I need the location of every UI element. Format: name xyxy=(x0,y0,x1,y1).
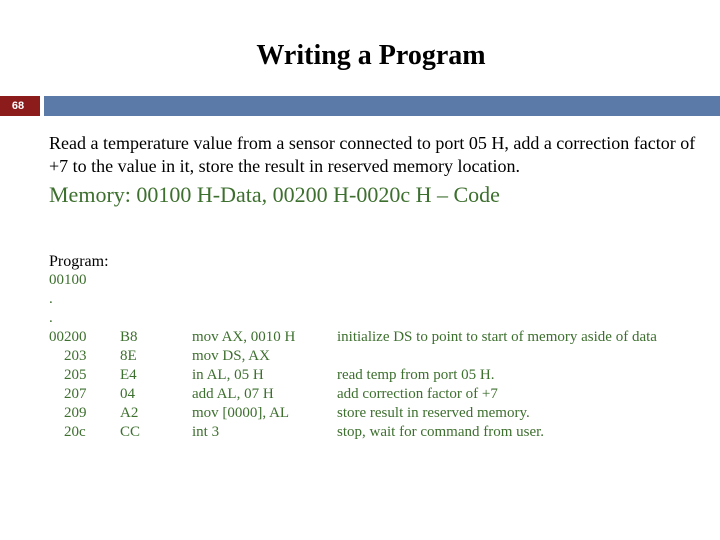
opcode-cell: 04 xyxy=(120,386,135,402)
comment-cell: store result in reserved memory. xyxy=(337,405,530,421)
slide-number: 68 xyxy=(11,100,25,112)
opcode-cell: E4 xyxy=(120,367,137,383)
address-cell: 209 xyxy=(64,405,87,421)
address-cell: 207 xyxy=(64,386,87,402)
instruction-cell: in AL, 05 H xyxy=(192,367,264,383)
program-heading: Program: xyxy=(49,253,109,270)
data-address: 00100 xyxy=(49,272,87,288)
opcode-cell: 8E xyxy=(120,348,137,364)
slide-title: Writing a Program xyxy=(256,40,486,71)
comment-cell xyxy=(337,347,657,366)
opcode-cell: CC xyxy=(120,424,141,440)
opcode-cell: A2 xyxy=(120,405,139,421)
memory-map-text: Memory: 00100 H-Data, 00200 H-0020c H – Code xyxy=(49,182,500,207)
address-cell: 00200 xyxy=(49,329,87,345)
program-listing xyxy=(49,252,657,442)
comment-column xyxy=(337,328,657,442)
comment-cell: initialize DS to point to start of memory aside of data xyxy=(337,329,657,345)
instruction-cell: mov AX, 0010 H xyxy=(192,329,296,345)
address-column xyxy=(49,328,109,442)
ellipsis-dot: . xyxy=(49,291,53,307)
address-cell: 203 xyxy=(64,348,87,364)
instruction-cell: mov DS, AX xyxy=(192,348,270,364)
instruction-cell: add AL, 07 H xyxy=(192,386,274,402)
instruction-column xyxy=(192,328,295,442)
comment-cell: read temp from port 05 H. xyxy=(337,367,495,383)
address-cell: 205 xyxy=(64,367,87,383)
ellipsis-dot: . xyxy=(49,310,53,326)
opcode-column xyxy=(120,328,140,442)
intro-text: Read a temperature value from a sensor connected to port 05 H, add a correction factor of +7 to the value in it, store the result in reserved memory location. xyxy=(49,133,696,176)
instruction-cell: int 3 xyxy=(192,424,220,440)
comment-cell: stop, wait for command from user. xyxy=(337,424,545,440)
header-bar xyxy=(44,96,720,116)
opcode-cell: B8 xyxy=(120,329,138,345)
comment-cell: add correction factor of +7 xyxy=(337,386,498,402)
address-cell: 20c xyxy=(64,424,86,440)
program-table xyxy=(49,328,657,442)
instruction-cell: mov [0000], AL xyxy=(192,405,290,421)
